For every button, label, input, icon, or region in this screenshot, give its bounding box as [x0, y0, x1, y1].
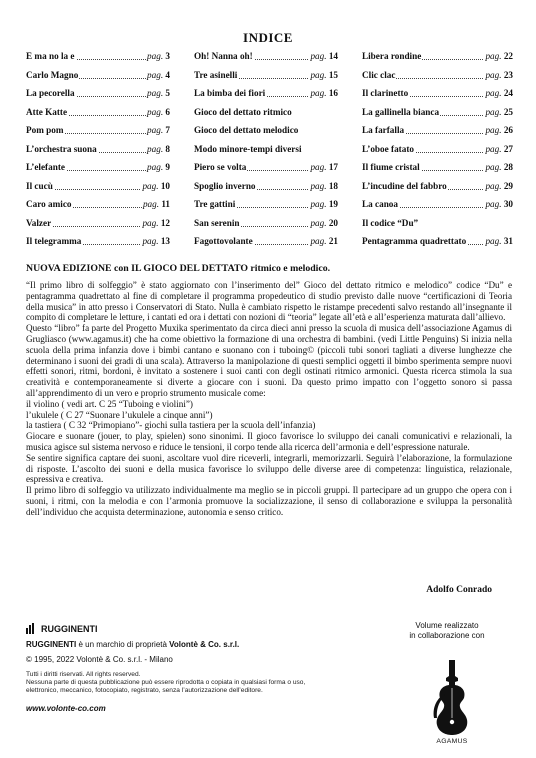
page-number: 7	[163, 125, 170, 135]
page-label: pag.	[485, 180, 502, 191]
paragraph: “Il primo libro di solfeggio” è stato aggiornato con l’inserimento del” Gioco del dettato ritmico e melodico” codice “Du” e pentagramma quadrettato al fine di completare il programma propedeutico di studio previsto dalle nuove “certificazioni di Teoria della musica” in atto presso i Conservatori di Stato. Nulla è cambiato rispetto le ristampe precedenti salvo restando all’insegnante il compito di completare le letture, i cantati ed ora i dettati con nozioni di “teoria” legate all’età e all’esperienza maturata dall’allievo.	[26, 280, 512, 323]
index-entry-title: Atte Katte	[26, 106, 68, 117]
index-entry-page	[146, 161, 170, 173]
page-number: 28	[501, 162, 513, 172]
index-entry-title: La farfalla	[362, 125, 405, 135]
index-entry-title: La canoa	[362, 199, 398, 209]
collab-line-2: in collaborazione con	[409, 630, 485, 640]
page-number: 10	[158, 180, 170, 191]
page-label: pag.	[147, 106, 164, 117]
index-entry-page	[309, 217, 338, 229]
index-entry-page	[146, 87, 170, 99]
index-entry-page	[484, 180, 513, 192]
page-label: pag.	[310, 88, 327, 98]
page-label: pag.	[485, 51, 502, 61]
page-label: pag.	[147, 51, 164, 61]
index-entry-page	[146, 106, 170, 118]
brand-name: RUGGINENTI	[41, 623, 98, 634]
page-number: 29	[501, 180, 513, 191]
index-entry	[194, 161, 338, 173]
page-label: pag.	[147, 162, 164, 172]
page-number: 9	[163, 162, 170, 172]
page-number: 21	[326, 236, 338, 246]
page-label: pag.	[310, 236, 327, 246]
index-entry-title: La bimba dei fiori	[194, 88, 266, 98]
paragraph: Questo “libro” fa parte del Progetto Muxika sperimentato da circa dieci anni presso la scuola di musica dell’associazione Agamus di Grugliasco (www.agamus.it) che ha come obiettivo la formazione di una orchestra di bambini. (vedi Little Penguins) Si inizia nella scuola della prima infanzia dove i bimbi cantano e suonano con i tuboing© (piccoli tubi sonori tagliati a diverse lunghezze che determinano i suoni dei gradi di una scala). Attraverso la manipolazione di questi semplici oggetti il bimbo sperimenta sempre nuovi effetti sonori, ritmi, bordoni, è invitato a sostenere i suoi canti con degli ostinati ritmico armonici. Questa ricerca stimola la sua creatività e contemporaneamente si diverte a giocare con i suoni. Da questo primo impatto con l’oggetto sonoro si passa all’apprendimento di un vero e proprio strumento musicale come:	[26, 323, 512, 398]
index-entry	[26, 69, 170, 81]
index-entry	[362, 87, 513, 99]
index-entry-title: Il telegramma	[26, 236, 82, 246]
index-entry-page	[146, 143, 170, 155]
index-entry-title: Il codice “Du”	[362, 217, 419, 228]
signature: Adolfo Conrado	[426, 585, 492, 595]
page-number: 3	[163, 51, 170, 61]
page-label: pag.	[147, 69, 164, 80]
index-entry	[194, 143, 338, 155]
page-number: 17	[326, 162, 338, 172]
index-entry-page	[141, 180, 170, 192]
collab-line-1: Volume realizzato	[415, 621, 479, 630]
index-entry-page	[484, 69, 513, 81]
section-title: NUOVA EDIZIONE con IL GIOCO DEL DETTATO ritmico e melodico.	[26, 263, 331, 274]
index-entry-title: E ma no la e	[26, 51, 75, 61]
page-label: pag.	[310, 217, 327, 228]
index-entry-page	[484, 106, 513, 118]
page-label: pag.	[310, 199, 327, 209]
index-entry	[362, 106, 513, 118]
brand-line-owner: Volontè & Co. s.r.l.	[169, 640, 240, 649]
index-entry-title: Caro amico	[26, 199, 72, 209]
index-entry-page	[484, 198, 513, 210]
index-entry	[26, 180, 170, 192]
index-entry-title: Gioco del dettato ritmico	[194, 106, 292, 117]
index-entry-title: Oh! Nanna oh!	[194, 51, 253, 61]
index-entry-page	[141, 217, 170, 229]
page-number: 22	[501, 51, 513, 61]
index-entry-title: Clic clac	[362, 69, 396, 80]
paragraph: l’ukulele ( C 27 “Suonare l’ukulele a cinque anni”)	[26, 409, 213, 420]
page-label: pag.	[310, 180, 327, 191]
index-entry	[194, 106, 338, 118]
brand-line-rest: è un marchio di proprietà	[76, 640, 170, 649]
page-number: 20	[326, 217, 338, 228]
page-number: 24	[501, 88, 513, 98]
index-entry	[26, 143, 170, 155]
index-entry	[194, 235, 338, 247]
page-number: 13	[158, 236, 170, 246]
collaboration-note	[392, 621, 502, 640]
page-label: pag.	[485, 88, 502, 98]
page-number: 26	[501, 125, 513, 135]
page-number: 31	[501, 236, 513, 246]
index-entry-page	[309, 180, 338, 192]
paragraph: Il primo libro di solfeggio va utilizzato individualmente ma meglio se in piccoli gruppi. Il partecipare ad un gruppo che opera con i suoni, i ritmi, con la melodia e con l’armonia promuove la socializzazione, il senso di collaborazione e sviluppa la personalità dell’individuo che acquista determinazione, autonomia e senso critico.	[26, 485, 512, 517]
agamus-logo-text: AGAMUS	[436, 738, 468, 745]
page-label: pag.	[485, 69, 502, 80]
body-text	[26, 280, 512, 518]
brand-ownership	[26, 640, 386, 649]
index-entry	[194, 180, 338, 192]
index-entry	[362, 235, 513, 247]
index-entry-page	[484, 235, 513, 247]
index-entry	[26, 124, 170, 136]
page-label: pag.	[485, 106, 502, 117]
index-entry	[26, 87, 170, 99]
index-entry	[362, 180, 513, 192]
index-entry-page	[484, 161, 513, 173]
page-number: 14	[326, 51, 338, 61]
index-entry-title: L’incudine del fabbro	[362, 180, 447, 191]
index-entry	[194, 69, 338, 81]
index-entry-title: L’oboe fatato	[362, 143, 414, 154]
index-entry-page	[484, 87, 513, 99]
index-entry	[362, 143, 513, 155]
page-number: 6	[163, 106, 170, 117]
index-entry	[26, 235, 170, 247]
index-entry-page	[146, 50, 170, 62]
index-entry-title: Valzer	[26, 217, 52, 228]
index-entry-page	[309, 87, 338, 99]
index-entry-title: Tre gattini	[194, 199, 236, 209]
index-entry	[362, 217, 513, 229]
index-entry	[194, 198, 338, 210]
index-entry	[362, 161, 513, 173]
index-entry	[362, 124, 513, 136]
page-label: pag.	[142, 236, 159, 246]
index-entry-title: L’orchestra suona	[26, 143, 97, 154]
index-entry-title: Libera rondine	[362, 51, 422, 61]
page-label: pag.	[310, 51, 327, 61]
page-number: 18	[326, 180, 338, 191]
index-entry-title: Il fiume cristal	[362, 162, 420, 172]
index-entry-page	[146, 124, 170, 136]
index-entry-page	[142, 198, 170, 210]
index-entry	[194, 124, 338, 136]
index-entry-title: Pom pom	[26, 125, 64, 135]
index-entry-page	[309, 198, 338, 210]
page-label: pag.	[485, 162, 502, 172]
index-entry	[26, 106, 170, 118]
index-entry-page	[484, 50, 513, 62]
index-entry-title: Carlo Magno	[26, 69, 79, 80]
copyright: © 1995, 2022 Volontè & Co. s.r.l. - Milano	[26, 655, 173, 664]
page-number: 25	[501, 106, 513, 117]
page-label: pag.	[485, 125, 502, 135]
index-entry-title: Piero se volta	[194, 162, 247, 172]
index-entry-page	[484, 143, 513, 155]
index-entry-page	[309, 50, 338, 62]
page-number: 23	[501, 69, 513, 80]
page-number: 5	[163, 88, 170, 98]
page-number: 19	[326, 199, 338, 209]
double-bass-silhouette-icon	[422, 658, 482, 736]
index-entry	[194, 217, 338, 229]
index-entry-title: L’elefante	[26, 162, 65, 172]
paragraph: il violino ( vedi art. C 25 “Tuboing e violini”)	[26, 398, 193, 409]
index-entry-title: San serenin	[194, 217, 240, 228]
index-entry	[26, 217, 170, 229]
page-label: pag.	[485, 199, 502, 209]
index-entry-title: Tre asinelli	[194, 69, 238, 80]
page-label: pag.	[485, 143, 502, 154]
index-entry-title: Il clarinetto	[362, 88, 409, 98]
page-number: 11	[159, 199, 170, 209]
page-label: pag.	[147, 143, 164, 154]
ruggineti-logo-icon	[26, 623, 35, 634]
index-entry-title: Pentagramma quadrettato	[362, 236, 467, 246]
page-label: pag.	[147, 88, 164, 98]
index-entry-title: Spoglio inverno	[194, 180, 256, 191]
page-number: 12	[158, 217, 170, 228]
index-entry-page	[309, 235, 338, 247]
index-entry	[26, 161, 170, 173]
index-entry	[26, 198, 170, 210]
page-number: 16	[326, 88, 338, 98]
index-entry	[194, 87, 338, 99]
page-number: 8	[163, 143, 170, 154]
publisher-url[interactable]: www.volonte-co.com	[26, 703, 106, 713]
index-entry	[194, 50, 338, 62]
page-label: pag.	[310, 69, 327, 80]
page-label: pag.	[142, 180, 159, 191]
index-entry	[362, 50, 513, 62]
index-entry-title: Il cucù	[26, 180, 53, 191]
rights-line: Tutti i diritti riservati. All rights reserved.	[26, 671, 141, 678]
brand-line-name: RUGGINENTI	[26, 640, 77, 649]
index-entry-title: Gioco del dettato melodico	[194, 125, 299, 135]
index-entry	[26, 50, 170, 62]
index-entry-page	[484, 124, 513, 136]
page-number: 27	[501, 143, 513, 154]
publisher-footer	[26, 623, 386, 713]
paragraph: Giocare e suonare (jouer, to play, spielen) sono sinonimi. Il gioco favorisce lo sviluppo dei canali comunicativi e relazionali, la musica agisce sul sistema nervoso e riduce le tensioni, il corpo tende alla ricerca dell’armonia e dell’espressione naturale.	[26, 431, 512, 452]
rights-line: Nessuna parte di questa pubblicazione può essere riprodotta o copiata in qualsiasi forma o uso,	[26, 679, 306, 687]
index-title: INDICE	[243, 30, 293, 45]
index-entry-title: La pecorella	[26, 88, 75, 98]
page-number: 4	[163, 69, 170, 80]
index-entry-page	[309, 69, 338, 81]
page-label: pag.	[310, 162, 327, 172]
page-number: 15	[326, 69, 338, 80]
index-entry	[362, 69, 513, 81]
page-label: pag.	[485, 236, 502, 246]
rights-notice	[26, 671, 386, 696]
page-label: pag.	[142, 199, 160, 209]
rights-line: elettronico, meccanico, fotocopiato, registrato, senza l’autorizzazione dell’editore.	[26, 687, 263, 695]
paragraph: Se sentire significa captare dei suoni, ascoltare vuol dire riceverli, integrarli, memorizzarli. Seguirà l’elaborazione, la formulazione di risposte. L’ascolto dei suoni e della musica favorisce lo sviluppo delle diverse aree di competenza: linguistica, relazionale, espressiva e creativa.	[26, 452, 512, 485]
index-entry-page	[141, 235, 170, 247]
page-label: pag.	[147, 125, 164, 135]
page-label: pag.	[142, 217, 159, 228]
index-entry	[362, 198, 513, 210]
paragraph: la tastiera ( C 32 “Primopiano”- giochi sulla tastiera per la scuola dell’infanzia)	[26, 420, 316, 431]
page-number: 30	[501, 199, 513, 209]
brand-row	[26, 623, 386, 634]
index-entry-page	[146, 69, 170, 81]
index-entry-title: Fagottovolante	[194, 236, 253, 246]
index-entry-title: Modo minore-tempi diversi	[194, 143, 302, 154]
index-entry-title: La gallinella bianca	[362, 106, 440, 117]
index-entry-page	[309, 161, 338, 173]
